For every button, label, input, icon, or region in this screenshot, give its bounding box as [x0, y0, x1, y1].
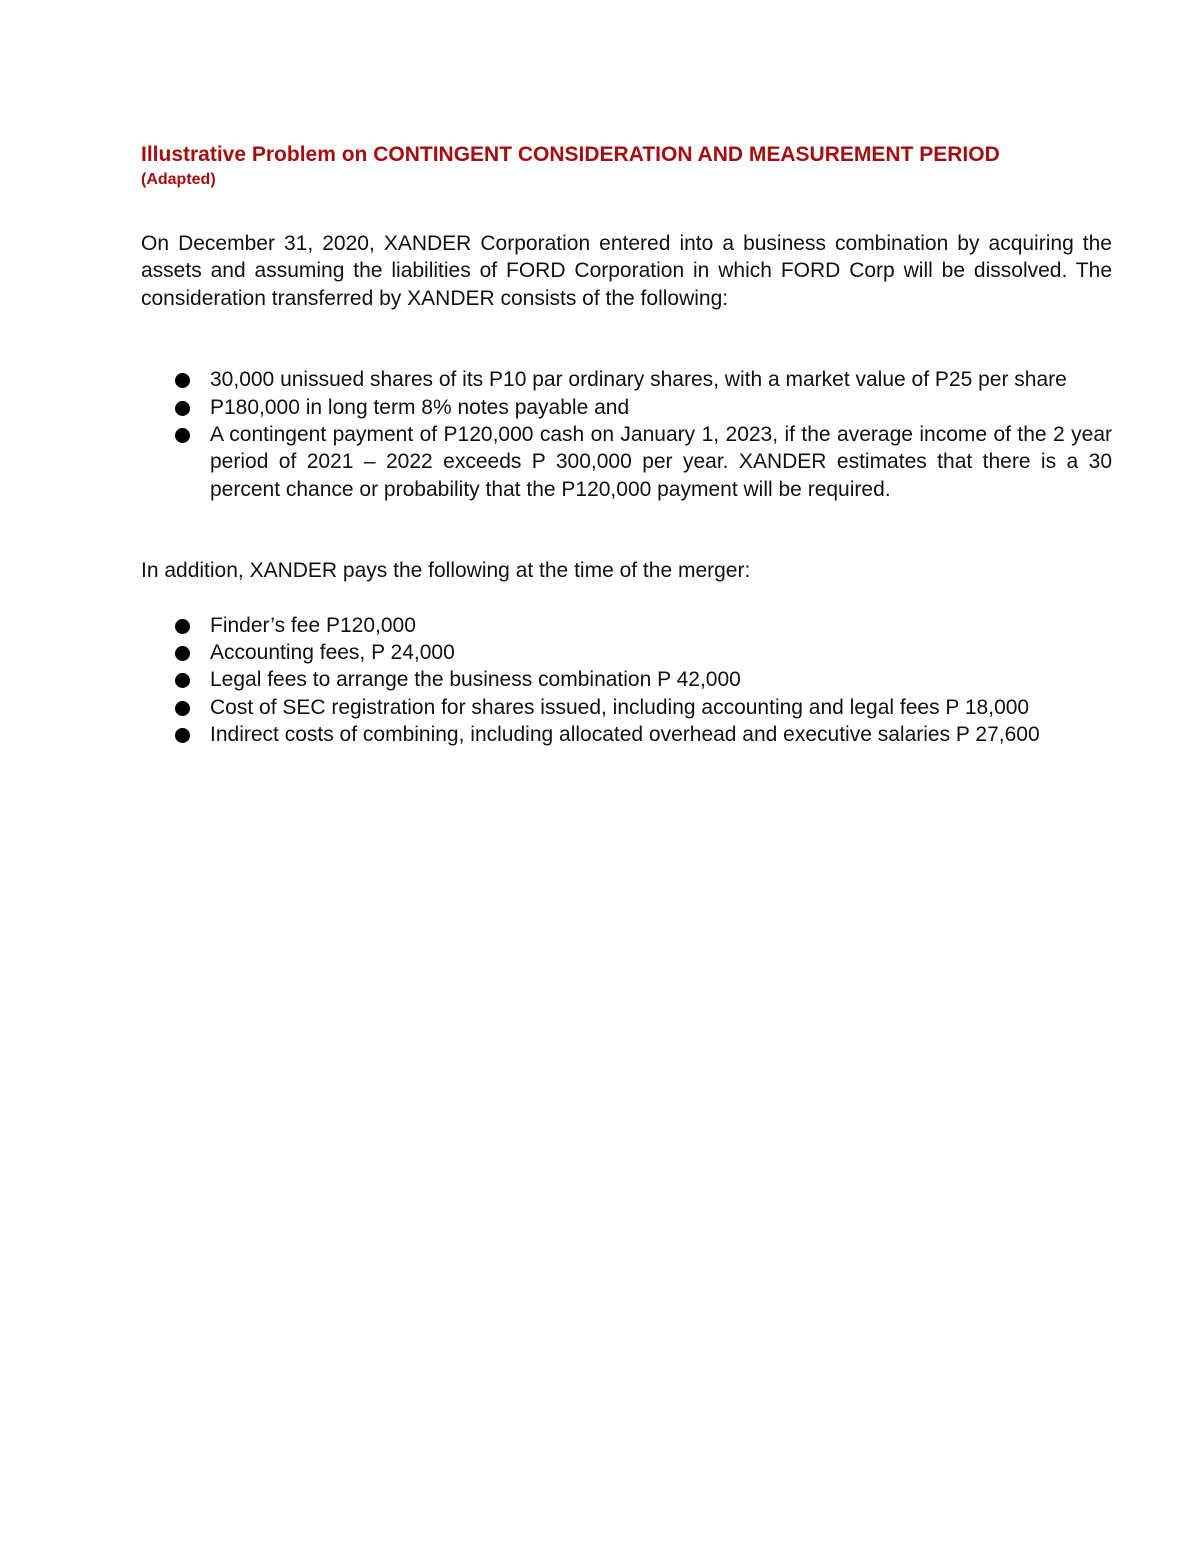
bullet-icon: [175, 428, 190, 443]
costs-list: [141, 612, 1112, 749]
bullet-icon: [175, 401, 190, 416]
document-title: Illustrative Problem on CONTINGENT CONSIDERATION AND MEASUREMENT PERIOD: [141, 143, 1000, 166]
bullet-icon: [175, 373, 190, 388]
list-item-text: Cost of SEC registration for shares issued, including accounting and legal fees P 18,000: [210, 695, 1030, 719]
bullet-icon: [175, 728, 190, 743]
addition-paragraph: In addition, XANDER pays the following at the time of the merger:: [141, 559, 751, 583]
consideration-list: [141, 366, 1112, 503]
list-item: [210, 366, 1112, 393]
bullet-icon: [175, 673, 190, 688]
list-item: [210, 612, 1112, 639]
list-item-text: Legal fees to arrange the business combination P 42,000: [210, 668, 741, 692]
list-item: [210, 394, 1112, 421]
list-item-text: Finder’s fee P120,000: [210, 613, 416, 637]
bullet-icon: [175, 701, 190, 716]
document-page: [141, 141, 1112, 749]
list-item: [210, 421, 1112, 503]
bullet-icon: [175, 646, 190, 661]
list-item: [210, 694, 1112, 721]
list-item: [210, 721, 1112, 748]
intro-paragraph: On December 31, 2020, XANDER Corporation entered into a business combination by acquiring the assets and assuming the liabilities of FORD Corporation in which FORD Corp will be dissolved. The consideration transferred by XANDER consists of the following:: [141, 232, 1112, 310]
bullet-icon: [175, 619, 190, 634]
list-item: [210, 639, 1112, 666]
list-item-text: P180,000 in long term 8% notes payable and: [210, 395, 630, 419]
list-item: [210, 666, 1112, 693]
list-item-text: Indirect costs of combining, including allocated overhead and executive salaries P 27,600: [210, 723, 1040, 747]
document-subtitle: (Adapted): [141, 171, 216, 188]
list-item-text: A contingent payment of P120,000 cash on January 1, 2023, if the average income of the 2 year period of 2021 – 2022 exceeds P 300,000 per year. XANDER estimates that there is a 30 percent chance or probability that the P120,000 payment will be required.: [210, 423, 1112, 501]
list-item-text: 30,000 unissued shares of its P10 par ordinary shares, with a market value of P25 per share: [210, 368, 1067, 392]
list-item-text: Accounting fees, P 24,000: [210, 641, 455, 665]
